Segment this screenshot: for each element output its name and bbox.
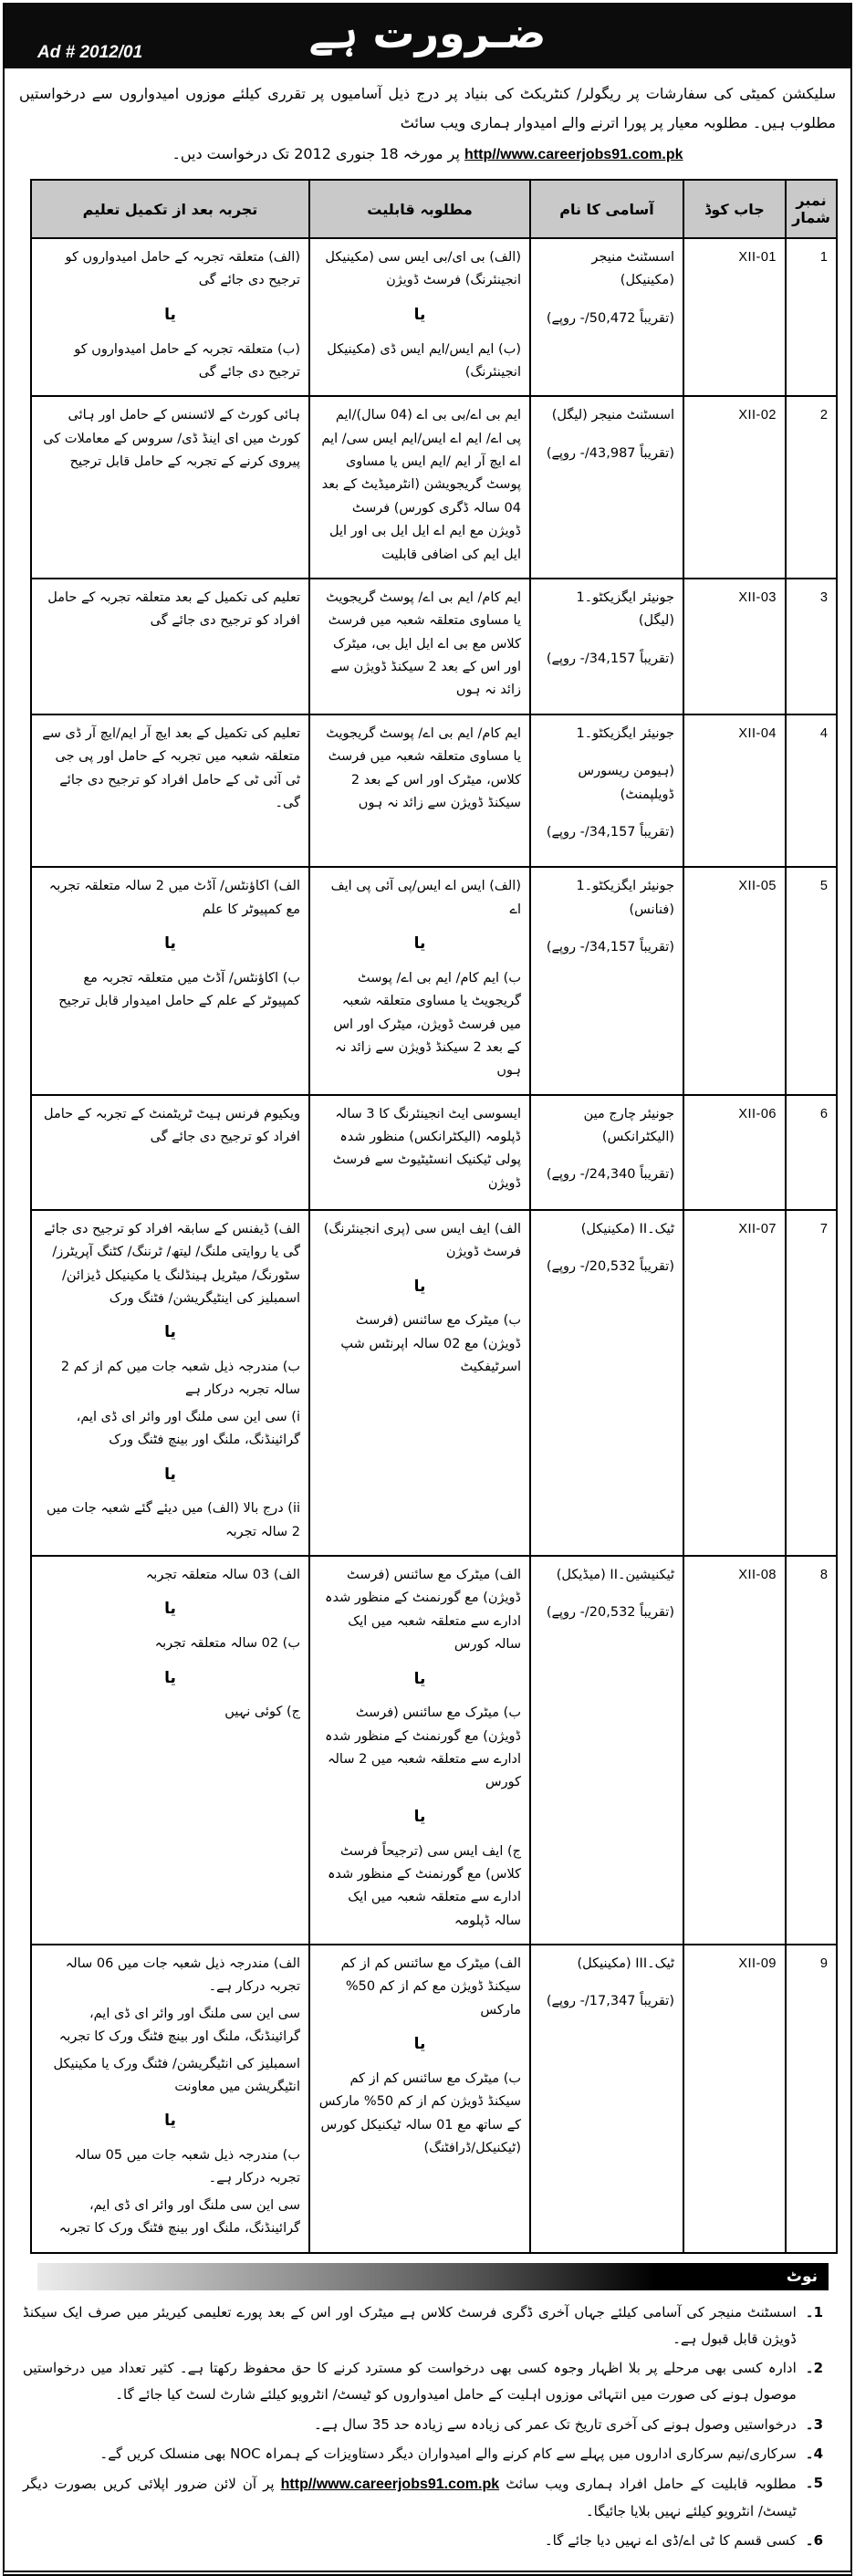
or-separator: یا — [164, 934, 176, 953]
job-code-cell: XII-02 — [683, 396, 786, 579]
cell-line: ب) میٹرک مع سائنس (فرسٹ ڈویژن) مع 02 سالہ اپرنٹس شپ اسرٹیفکیٹ — [340, 1313, 521, 1374]
table-row — [31, 579, 837, 714]
post-name-cell — [530, 1945, 683, 2253]
cell-line: i) سی این سی ملنگ اور وائر ای ڈی ایم، گرائینڈنگ، ملنگ اور بینچ فٹنگ ورک — [76, 1409, 300, 1448]
post-name-cell — [530, 1210, 683, 1556]
note-text: سرکاری/نیم سرکاری اداروں میں پہلے سے کام کرنے والے امیدواران دیگر دستاویزات کے ہمراہ NOC بھی منسلک کریں گے۔ — [99, 2445, 797, 2462]
note-bar — [37, 2263, 829, 2290]
cell-line: (ب) ایم ایس/ایم ایس ڈی (مکینیکل انجینئرنگ) — [327, 341, 521, 380]
note-item — [23, 2470, 823, 2525]
experience-cell — [31, 396, 309, 579]
note-item — [23, 2412, 823, 2438]
qualification-cell — [309, 238, 530, 396]
cell-line: الف) ایف ایس سی (پری انجینئرنگ) فرسٹ ڈویژن — [323, 1221, 521, 1260]
cell-line: الف) اکاؤنٹس/ آڈٹ میں 2 سالہ متعلقہ تجربہ مع کمپیوٹر کا علم — [48, 879, 300, 917]
or-separator: یا — [164, 1668, 176, 1687]
serial-cell: 1 — [786, 238, 837, 396]
cell-line: ایم کام/ ایم بی اے/ پوسٹ گریجویٹ یا مساوی متعلقہ شعبہ میں فرسٹ کلاس مع بی اے ایل ایل بی، میٹرک اور اس کے بعد 2 سیکنڈ ڈویژن سے زائد نہ ہوں — [326, 589, 521, 698]
cell-line: الف) مندرجہ ذیل شعبہ جات میں 06 سالہ تجربہ درکار ہے۔ — [65, 1956, 300, 1995]
cell-line: ایم بی اے/بی بی اے (04 سال)/ایم پی اے/ ایم اے ایس/ایم ایس سی/ ایم اے ایچ آر ایم /ایم ایس یا مساوی پوسٹ گریجویشن (انٹرمیڈیٹ کے بعد 04 سالہ ڈگری کورس) فرسٹ ڈویژن مع ایم اے ایل ایل بی اور ایل ایل ایم کی اضافی قابلیت — [321, 408, 521, 562]
cell-line: الف) 03 سالہ متعلقہ تجربہ — [145, 1568, 300, 1582]
serial-cell: 9 — [786, 1945, 837, 2253]
note-item — [23, 2441, 823, 2467]
note-number: 3۔ — [805, 2415, 823, 2433]
table-row — [31, 396, 837, 579]
table-row — [31, 1556, 837, 1945]
note-number: 6۔ — [805, 2532, 823, 2550]
serial-cell: 6 — [786, 1095, 837, 1210]
cell-line: ٹیک۔III (مکینیکل) — [577, 1956, 674, 1971]
job-code-cell: XII-08 — [683, 1556, 786, 1945]
serial-cell: 8 — [786, 1556, 837, 1945]
or-separator: یا — [413, 934, 426, 953]
cell-line: ایسوسی ایٹ انجینئرنگ کا 3 سالہ ڈپلومہ (الیکٹرانکس) منظور شدہ پولی ٹیکنیک انسٹیٹیوٹ سے فرسٹ ڈویژن — [332, 1106, 521, 1191]
cell-line: تعلیم کی تکمیل کے بعد ایچ آر ایم/ایچ آر ڈی سے متعلقہ شعبہ میں تجربہ کے حامل اور پی جی ٹی آئی ٹی کے حامل افراد کو ترجیح دی جائے گی۔ — [42, 725, 300, 810]
qualification-cell — [309, 1556, 530, 1945]
post-name-cell — [530, 714, 683, 868]
experience-cell — [31, 1556, 309, 1945]
cell-line: (تقریباً 34,157/- روپے) — [546, 651, 674, 666]
or-separator: یا — [413, 305, 426, 324]
cell-line: ب) میٹرک مع سائنس (فرسٹ ڈویژن) مع گورنمنٹ کے منظور شدہ ادارے سے متعلقہ شعبہ میں 2 سالہ کورس — [325, 1705, 521, 1790]
or-separator: یا — [413, 2035, 426, 2054]
cell-line: ویکیوم فرنس ہیٹ ٹریٹمنٹ کے تجربہ کے حامل افراد کو ترجیح دی جائے گی — [43, 1106, 300, 1144]
post-name-cell — [530, 396, 683, 579]
table-row — [31, 238, 837, 396]
cell-line: ہائی کورٹ کے لائسنس کے حامل اور ہائی کورٹ میں ای اینڈ ڈی/ سروس کے معاملات کی پیروی کرنے کے تجربہ کے حامل قابل ترجیح — [43, 408, 300, 469]
cell-line: اسسٹنٹ منیجر (مکینیکل) — [591, 250, 674, 288]
serial-cell: 3 — [786, 579, 837, 714]
cell-line: (تقریباً 34,157/- روپے) — [546, 824, 674, 840]
cell-line: سی این سی ملنگ اور وائر ای ڈی ایم، گرائینڈنگ، ملنگ اور بینچ فٹنگ ورک کا تجربہ — [58, 2006, 300, 2045]
cell-line: (تقریباً 50,472/- روپے) — [546, 310, 674, 326]
serial-cell: 2 — [786, 396, 837, 579]
note-text: ادارہ کسی بھی مرحلے پر بلا اظہار وجوہ کسی بھی درخواست کو مسترد کرنے کا حق محفوظ رکھتا ہے۔ کثیر تعداد میں درخواستیں موصول ہونے کی صورت میں انتہائی موزوں اہلیت کے حامل امیدواروں کو ٹیسٹ/ انٹرویو کیلئے شارٹ لسٹ کیا جائے گا۔ — [23, 2360, 797, 2404]
note-text: درخواستیں وصول ہونے کی آخری تاریخ تک عمر کی زیادہ سے زیادہ حد 35 سال ہے۔ — [313, 2415, 797, 2433]
careerjobs-url[interactable]: http//www.careerjobs91.com.pk — [280, 2477, 500, 2492]
experience-cell — [31, 867, 309, 1094]
cell-line: ب) 02 سالہ متعلقہ تجربہ — [154, 1636, 300, 1652]
qualification-cell — [309, 1095, 530, 1210]
ad-number: Ad # 2012/01 — [37, 43, 143, 62]
note-number: 2۔ — [805, 2360, 823, 2376]
qualification-cell — [309, 1210, 530, 1556]
careerjobs-url[interactable]: http//www.careerjobs91.com.pk — [464, 147, 683, 162]
notes-list — [5, 2300, 850, 2561]
cell-line: (ب) متعلقہ تجربہ کے حامل امیدواروں کو ترجیح دی جائے گی — [74, 341, 300, 380]
post-name-cell — [530, 1556, 683, 1945]
cell-line: جونیئر ایگزیکٹو۔1 (لیگل) — [576, 589, 674, 629]
page-title: ضـرورت ہے — [308, 8, 547, 57]
header-serial-number: نمبر شمار — [786, 180, 837, 238]
note-bar-label: نوٹ — [786, 2267, 818, 2286]
cell-line: (تقریباً 20,532/- روپے) — [546, 1605, 674, 1621]
or-separator: یا — [164, 1465, 176, 1484]
table-row — [31, 714, 837, 868]
cell-line: الف) میٹرک مع سائنس (فرسٹ ڈویژن) مع گورنمنٹ کے منظور شدہ ادارے سے متعلقہ شعبہ میں ایک سالہ کورس — [325, 1568, 521, 1653]
cell-line: ٹیک۔II (مکینیکل) — [580, 1221, 674, 1236]
jobs-table-header — [31, 180, 837, 238]
header-qualification: مطلوبہ قابلیت — [309, 180, 530, 238]
or-separator: یا — [413, 1277, 426, 1296]
cell-line: (تقریباً 43,987/- روپے) — [546, 445, 674, 461]
serial-cell: 5 — [786, 867, 837, 1094]
cell-line: ب) ایم کام/ ایم بی اے/ پوسٹ گریجویٹ یا مساوی متعلقہ شعبہ میں فرسٹ ڈویژن، میٹرک اور اس کے بعد 2 سیکنڈ ڈویژن سے زائد نہ ہوں — [333, 970, 521, 1079]
cell-line: الف) ڈیفنس کے سابقہ افراد کو ترجیح دی جائے گی یا روایتی ملنگ/ لیتھ/ ٹرننگ/ کٹنگ آپریٹرز/ سٹورنگ/ میٹریل ہینڈلنگ یا مکینیکل ڈیزائن/ اسمبلیز کی اینٹیگریشن/ فٹنگ ورک — [44, 1221, 300, 1306]
experience-cell — [31, 1210, 309, 1556]
note-number: 5۔ — [805, 2475, 823, 2491]
or-separator: یا — [164, 1600, 176, 1619]
header-job-code: جاب کوڈ — [683, 180, 786, 238]
note-item — [23, 2300, 823, 2353]
post-name-cell — [530, 579, 683, 714]
post-name-cell — [530, 1095, 683, 1210]
note-text: اسسٹنٹ منیجر کی آسامی کیلئے جہاں آخری ڈگری فرسٹ کلاس ہے میٹرک اور اس کے بعد پورے تعلیمی کیریئر میں صرف ایک سیکنڈ ڈویژن قابل قبول ہے۔ — [23, 2303, 797, 2347]
table-row — [31, 1210, 837, 1556]
intro-line2-text: پر مورخہ 18 جنوری 2012 تک درخواست دیں۔ — [172, 145, 460, 162]
experience-cell — [31, 579, 309, 714]
cell-line: (تقریباً 20,532/- روپے) — [546, 1259, 674, 1275]
table-row — [31, 1095, 837, 1210]
or-separator: یا — [164, 305, 176, 324]
note-number: 4۔ — [805, 2445, 823, 2462]
job-code-cell: XII-01 — [683, 238, 786, 396]
note-item — [23, 2355, 823, 2409]
or-separator: یا — [164, 2112, 176, 2131]
cell-line: (الف) متعلقہ تجربہ کے حامل امیدواروں کو ترجیح دی جائے گی — [65, 250, 300, 288]
qualification-cell — [309, 867, 530, 1094]
experience-cell — [31, 1945, 309, 2253]
qualification-cell — [309, 1945, 530, 2253]
intro-line1: سلیکشن کمیٹی کی سفارشات پر ریگولر/ کنٹریکٹ کی بنیاد پر درج ذیل آسامیوں پر تقرری کیلئے موزوں امیدواروں سے درخواستیں مطلوب ہیں۔ مطلوبہ معیار پر پورا اترنے والے امیدوار ہماری ویب سائٹ — [19, 85, 836, 131]
cell-line: الف) میٹرک مع سائنس کم از کم سیکنڈ ڈویژن مع کم از کم 50% مارکس — [340, 1956, 521, 2018]
cell-line: ایم کام/ ایم بی اے/ پوسٹ گریجویٹ یا مساوی متعلقہ شعبہ میں فرسٹ کلاس، میٹرک اور اس کے بعد 2 سیکنڈ ڈویژن سے زائد نہ ہوں — [326, 725, 521, 810]
cell-line: جونیئر چارج مین (الیکٹرانکس) — [583, 1106, 674, 1144]
or-separator: یا — [413, 1807, 426, 1826]
table-row — [31, 867, 837, 1094]
job-code-cell: XII-05 — [683, 867, 786, 1094]
job-ad-frame — [3, 3, 852, 2576]
serial-cell: 7 — [786, 1210, 837, 1556]
qualification-cell — [309, 714, 530, 868]
qualification-cell — [309, 579, 530, 714]
job-code-cell: XII-04 — [683, 714, 786, 868]
experience-cell — [31, 238, 309, 396]
cell-line: (تقریباً 24,340/- روپے) — [546, 1167, 674, 1183]
cell-line: (تقریباً 17,347/- روپے) — [546, 1994, 674, 2009]
intro-line2 — [19, 140, 836, 170]
cell-line: ب) اکاؤنٹس/ آڈٹ میں متعلقہ تجربہ مع کمپیوٹر کے علم کے حامل امیدوار قابل ترجیح — [58, 970, 300, 1009]
post-name-cell — [530, 238, 683, 396]
cell-line: جونیئر ایگزیکٹو۔1 (فنانس) — [576, 879, 674, 917]
cell-line: ب) مندرجہ ذیل شعبہ جات میں کم از کم 2 سالہ تجربہ درکار ہے — [60, 1360, 300, 1398]
header-bar — [5, 3, 850, 68]
cell-line: (الف) بی ای/بی ایس سی (مکینیکل انجینئرنگ) فرسٹ ڈویژن — [325, 250, 521, 288]
cell-line: اسمبلیز کی انٹیگریشن/ فٹنگ ورک یا مکینیکل انٹیگریشن میں معاونت — [53, 2056, 300, 2094]
table-row — [31, 1945, 837, 2253]
cell-line: اسسٹنٹ منیجر (لیگل) — [551, 408, 674, 423]
or-separator: یا — [413, 1669, 426, 1688]
cell-line: ٹیکنیشین۔II (میڈیکل) — [556, 1568, 674, 1582]
note-number: 1۔ — [805, 2303, 823, 2320]
cell-line: ب) میٹرک مع سائنس کم از کم سیکنڈ ڈویژن کم از کم 50% مارکس کے ساتھ مع 01 سالہ ٹیکنیکل کورس (ٹیکنیکل/ڈرافٹنگ) — [318, 2070, 521, 2155]
job-code-cell: XII-06 — [683, 1095, 786, 1210]
cell-line: جونیئر ایگزیکٹو۔1 — [576, 725, 674, 741]
or-separator: یا — [164, 1323, 176, 1342]
cell-line: (ہیومن ریسورس ڈویلپمنٹ) — [578, 764, 674, 802]
note-text: مطلوبہ قابلیت کے حامل افراد ہماری ویب سائٹ http//www.careerjobs91.com.pk پر آن لائن ضرور اپلائی کریں بصورت دیگر ٹیسٹ/ انٹرویو کیلئے نہیں بلایا جائیگا۔ — [23, 2476, 797, 2520]
post-name-cell — [530, 867, 683, 1094]
intro-paragraph — [5, 68, 850, 173]
note-item — [23, 2528, 823, 2554]
jobs-table-body — [31, 238, 837, 2253]
cell-line: سی این سی ملنگ اور وائر ای ڈی ایم، گرائینڈنگ، ملنگ اور بینچ فٹنگ ورک کا تجربہ — [58, 2197, 300, 2237]
cell-line: تعلیم کی تکمیل کے بعد متعلقہ تجربہ کے حامل افراد کو ترجیح دی جائے گی — [47, 589, 300, 629]
jobs-table — [30, 179, 838, 2254]
cell-line: ب) مندرجہ ذیل شعبہ جات میں 05 سالہ تجربہ درکار ہے۔ — [74, 2148, 300, 2186]
cell-line: ج) کوئی نہیں — [224, 1705, 300, 1720]
experience-cell — [31, 714, 309, 868]
qualification-cell — [309, 396, 530, 579]
cell-line: (الف) ایس اے ایس/پی آئی پی ایف اے — [330, 879, 521, 917]
cell-line: (تقریباً 34,157/- روپے) — [546, 940, 674, 954]
note-text: کسی قسم کا ٹی اے/ڈی اے نہیں دیا جائے گا۔ — [544, 2532, 797, 2550]
job-code-cell: XII-07 — [683, 1210, 786, 1556]
experience-cell — [31, 1095, 309, 1210]
cell-line: ج) ایف ایس سی (ترجیحاً فرسٹ کلاس) مع گورنمنٹ کے منظور شدہ ادارے سے متعلقہ شعبہ میں ایک سالہ ڈپلومہ — [327, 1843, 521, 1928]
job-code-cell: XII-09 — [683, 1945, 786, 2253]
cell-line: ii) درج بالا (الف) میں دیئے گئے شعبہ جات میں 2 سالہ تجربہ — [46, 1501, 300, 1539]
header-post-name: آسامی کا نام — [530, 180, 683, 238]
serial-cell: 4 — [786, 714, 837, 868]
header-experience: تجربہ بعد از تکمیل تعلیم — [31, 180, 309, 238]
job-code-cell: XII-03 — [683, 579, 786, 714]
